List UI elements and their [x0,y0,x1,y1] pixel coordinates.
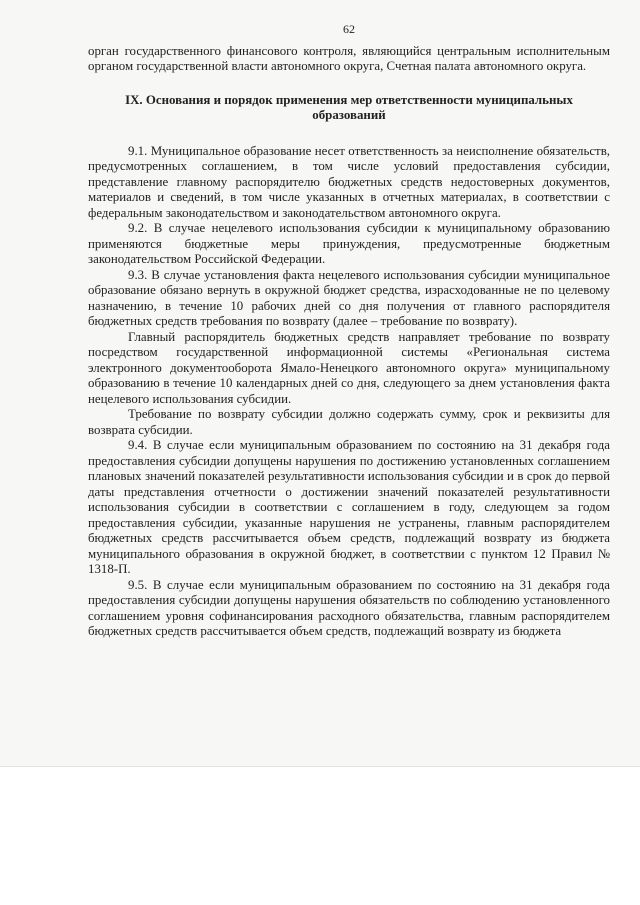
paragraph-9-5: 9.5. В случае если муниципальным образованием по состоянию на 31 декабря года предоставления субсидии допущены нарушения обязательств по соблюдению установленного соглашением уровня софинансирования расходного обязательства, главным распорядителем бюджетных средств рассчитывается объем средств, подлежащий возврату из бюджета [88,577,610,638]
section-heading: IX. Основания и порядок применения мер ответственности муниципальных образований [125,92,573,122]
intro-paragraph: орган государственного финансового контроля, являющийся центральным исполнительным органом государственной власти автономного округа, Счетная палата автономного округа. [88,43,610,73]
paragraph-return-notice: Главный распорядитель бюджетных средств направляет требование по возврату посредством государственной информационной системы «Региональная система электронного документооборота Ямало-Ненецкого автономного округа» муниципальному образованию в течение 10 календарных дней со дня, следующего за днем установления факта нецелевого использования субсидии. [88,329,610,406]
document-page [88,22,610,640]
paragraph-9-3: 9.3. В случае установления факта нецелевого использования субсидии муниципальное образование обязано вернуть в окружной бюджет средства, израсходованные не по целевому назначению, в течение 10 рабочих дней со дня получения от главного распорядителя бюджетных средств требования по возврату (далее – требование по возврату). [88,267,610,328]
paragraph-9-4: 9.4. В случае если муниципальным образованием по состоянию на 31 декабря года предоставления субсидии допущены нарушения по достижению установленных соглашением плановых значений показателей результативности использования субсидии и в срок до первой даты представления отчетности о достижении значений показателей результативности использования субсидии в соответствии с соглашением в году, следующем за годом предоставления субсидии, указанные нарушения не устранены, главным распорядителем бюджетных средств рассчитывается объем средств, подлежащий возврату из бюджета муниципального образования в окружной бюджет, в соответствии с пунктом 12 Правил № 1318-П. [88,438,610,576]
page-number: 62 [343,22,355,36]
paragraph-9-2: 9.2. В случае нецелевого использования субсидии к муниципальному образованию применяются бюджетные меры принуждения, предусмотренные бюджетным законодательством Российской Федерации. [88,221,610,266]
paragraph-return-requisites: Требование по возврату субсидии должно содержать сумму, срок и реквизиты для возврата субсидии. [88,407,610,437]
paragraph-9-1: 9.1. Муниципальное образование несет ответственность за неисполнение обязательств, предусмотренных соглашением, в том числе условий предоставления субсидии, представление главному распорядителю бюджетных средств недостоверных документов, материалов и сведений, в том числе указанных в отчетных материалах, в соответствии с федеральным законодательством и законодательством автономного округа. [88,143,610,220]
